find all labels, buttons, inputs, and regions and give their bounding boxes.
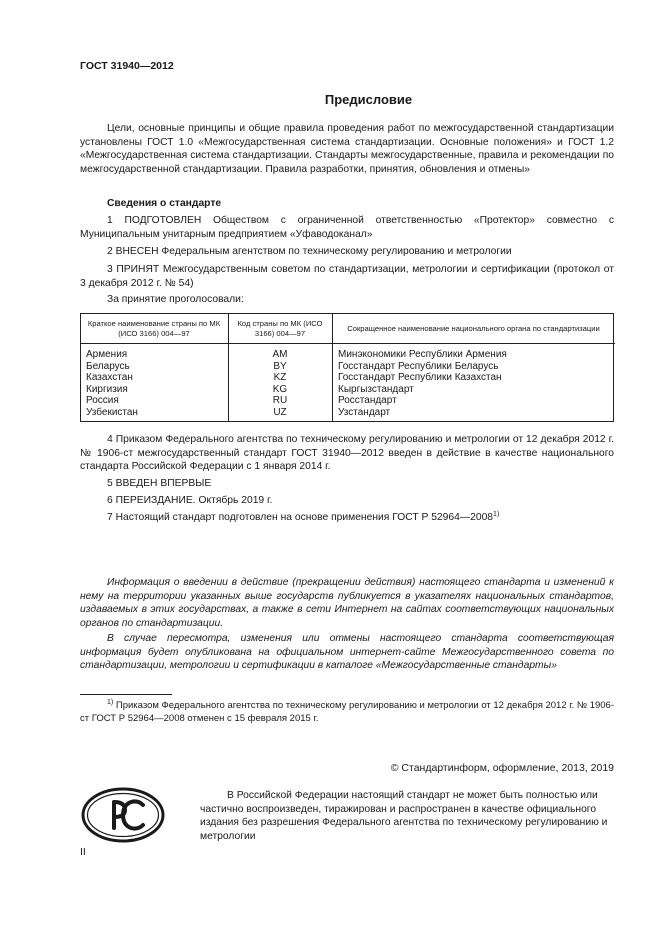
- item-4-order: 4 Приказом Федерального агентства по техническому регулированию и метрологии от 12 декабря 2012 г. № 1906-ст межгосударственный стандарт ГОСТ 31940—2012 введен в действие в качестве национального стандарта Российской Федерации с 1 января 2014 г.: [80, 434, 614, 473]
- footnote-separator: [80, 694, 172, 695]
- table-header-row: [80, 313, 615, 344]
- col-header-country: Краткое наименование страны по МК (ИСО 3166) 004—97: [80, 313, 228, 344]
- document-code-header: ГОСТ 31940—2012: [80, 60, 174, 72]
- footnote: [80, 699, 614, 725]
- copyright-line: © Стандартинформ, оформление, 2013, 2019: [390, 762, 614, 774]
- item-1-prepared: 1 ПОДГОТОВЛЕН Обществом с ограниченной ответственностью «Протектор» совместно с Муниципальным унитарным предприятием «Уфаводоканал»: [80, 215, 614, 240]
- item-3-adopted: 3 ПРИНЯТ Межгосударственным советом по стандартизации, метрологии и сертификации (протокол от 3 декабря 2012 г. № 54): [80, 264, 614, 289]
- col-header-national-body: Сокращенное наименование национального органа по стандартизации: [332, 313, 615, 344]
- body-cell: Узстандарт: [338, 406, 391, 418]
- info-paragraph-2: В случае пересмотра, изменения или отмены настоящего стандарта соответствующая информация будет опубликована на официальном интернет-сайте Межгосударственного совета по стандартизации, метрологии и сертификации в каталоге «Межгосударственные стандарты»: [80, 633, 614, 672]
- info-paragraph-1: Информация о введении в действие (прекращении действия) настоящего стандарта и изменений к нему на территории указанных выше государств публикуется в указателях национальных стандартов, издаваемых в этих государствах, а также в сети Интернет на сайтах соответствующих национальных органов по стандартизации.: [80, 577, 614, 629]
- table-row: [80, 344, 615, 361]
- country-cell: Армения: [86, 349, 128, 360]
- item-6-reissue: 6 ПЕРЕИЗДАНИЕ. Октябрь 2019 г.: [107, 495, 273, 506]
- country-cell: Беларусь: [86, 360, 130, 372]
- body-cell: Росстандарт: [338, 395, 397, 406]
- item-5-first-introduced: 5 ВВЕДЕН ВПЕРВЫЕ: [107, 478, 212, 489]
- table-column-divider: [228, 313, 229, 422]
- table-row: [80, 407, 615, 422]
- table-row: [80, 361, 615, 373]
- code-cell: UZ: [273, 406, 287, 418]
- code-cell: AM: [272, 349, 288, 360]
- intro-paragraph: Цели, основные принципы и общие правила проведения работ по межгосударственной стандартизации установлены ГОСТ 1.0 «Межгосударственная система стандартизации. Основные положения» и ГОСТ 1.2 «Межгосударственная система стандартизации. Стандарты межгосударственные, правила и рекомендации по межгосударственной стандартизации. Правила разработки, принятия, обновления и отмены»: [80, 123, 614, 175]
- footnote-ref: 1): [493, 511, 500, 518]
- page-title: Предисловие: [324, 92, 413, 107]
- country-cell: Киргизия: [86, 383, 128, 395]
- code-cell: KZ: [273, 372, 287, 383]
- body-cell: Кыргызстандарт: [338, 383, 414, 395]
- voting-countries-table: [80, 313, 615, 421]
- table-column-divider: [332, 313, 333, 422]
- item-2-introduced: 2 ВНЕСЕН Федеральным агентством по техническому регулированию и метрологии: [107, 246, 512, 257]
- footnote-text: Приказом Федерального агентства по техническому регулированию и метрологии от 12 декабря 2012 г. № 1906-ст ГОСТ Р 52964—2008 отменен с 15 февраля 2015 г.: [80, 700, 614, 724]
- section-title: Сведения о стандарте: [107, 198, 222, 209]
- vote-label: За принятие проголосовали:: [107, 294, 244, 305]
- code-cell: KG: [272, 383, 288, 395]
- footnote-mark: 1): [107, 699, 114, 706]
- country-cell: Казахстан: [86, 372, 133, 383]
- gost-r-certification-mark-icon: [81, 787, 165, 843]
- col-header-code: Код страны по МК (ИСО 3166) 004—97: [228, 313, 332, 344]
- country-cell: Узбекистан: [86, 406, 138, 418]
- table-row: [80, 372, 615, 384]
- body-cell: Госстандарт Республики Казахстан: [338, 372, 502, 383]
- table-row: [80, 384, 615, 396]
- table-row: [80, 395, 615, 407]
- item-7-basis: [80, 511, 614, 525]
- item-7-text: 7 Настоящий стандарт подготовлен на основе применения ГОСТ Р 52964—2008: [107, 512, 494, 523]
- country-cell: Россия: [86, 395, 119, 406]
- rf-reproduction-notice: В Российской Федерации настоящий стандарт не может быть полностью или частично воспроизведен, тиражирован и распространен в качестве официального издания без разрешения Федерального агентства по техническому регулированию и метрологии: [200, 790, 608, 842]
- code-cell: BY: [273, 360, 287, 372]
- page-number: II: [80, 846, 86, 858]
- body-cell: Минэкономики Республики Армения: [338, 349, 507, 360]
- code-cell: RU: [272, 395, 288, 406]
- body-cell: Госстандарт Республики Беларусь: [338, 360, 499, 372]
